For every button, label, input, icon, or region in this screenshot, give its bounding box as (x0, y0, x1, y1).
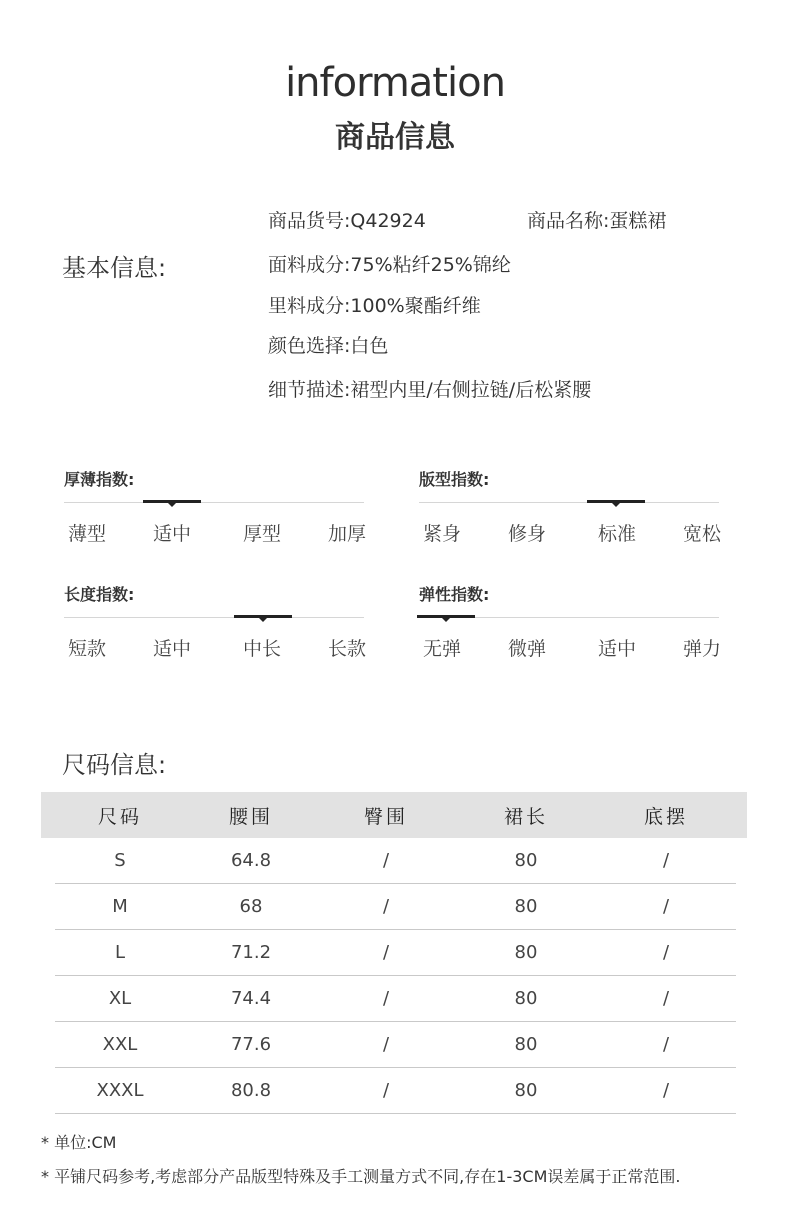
fabric-composition: 面料成分:75%粘纤25%锦纶 (268, 254, 511, 276)
table-row (55, 884, 736, 930)
table-row (55, 976, 736, 1022)
table-cell: L (114, 942, 126, 963)
table-cell: 80 (514, 942, 538, 963)
title-english: information (285, 60, 505, 106)
lining-composition: 里料成分:100%聚酯纤维 (268, 295, 481, 317)
size-table-header (41, 792, 747, 838)
index-option: 中长 (243, 638, 282, 660)
table-cell: XL (108, 988, 132, 1009)
index-selected-marker (143, 500, 201, 503)
header-cell: 裙长 (503, 805, 548, 828)
index-scale-line (64, 617, 364, 618)
index-title: 版型指数: (419, 470, 490, 489)
basic-info-label: 基本信息: (62, 254, 167, 282)
index-option: 弹力 (683, 638, 722, 660)
table-row (55, 838, 736, 884)
elasticity-index (419, 582, 722, 662)
table-row (55, 930, 736, 976)
detail-description: 细节描述:裙型内里/右侧拉链/后松紧腰 (268, 379, 592, 401)
table-row (55, 1068, 736, 1114)
table-cell: / (662, 1080, 670, 1101)
index-option: 无弹 (423, 638, 462, 660)
table-cell: 80 (514, 896, 538, 917)
index-selected-marker (587, 500, 645, 503)
index-option: 短款 (68, 638, 107, 660)
table-cell: 74.4 (230, 988, 272, 1009)
table-cell: / (382, 1034, 390, 1055)
index-option: 紧身 (423, 523, 462, 545)
index-option: 宽松 (683, 523, 722, 545)
table-cell: 64.8 (230, 850, 272, 871)
table-cell: / (662, 988, 670, 1009)
unit-note: * 单位:CM (41, 1133, 117, 1152)
index-option: 加厚 (328, 523, 367, 545)
index-option: 适中 (598, 638, 637, 660)
index-option: 修身 (508, 523, 547, 545)
table-cell: 80 (514, 850, 538, 871)
measurement-disclaimer: * 平铺尺码参考,考虑部分产品版型特殊及手工测量方式不同,存在1-3CM误差属于正常范围. (41, 1167, 681, 1186)
index-scale-line (419, 502, 719, 503)
length-index (64, 582, 367, 662)
table-cell: / (662, 896, 670, 917)
size-table (41, 792, 747, 1114)
table-cell: / (662, 942, 670, 963)
index-option: 适中 (153, 523, 192, 545)
index-scale-line (64, 502, 364, 503)
index-title: 弹性指数: (419, 585, 490, 604)
index-option: 厚型 (243, 523, 282, 545)
index-option: 适中 (153, 638, 192, 660)
product-name: 商品名称:蛋糕裙 (527, 210, 667, 232)
table-cell: / (382, 942, 390, 963)
table-cell: 71.2 (230, 942, 272, 963)
table-cell: 80 (514, 1080, 538, 1101)
index-title: 长度指数: (64, 585, 135, 604)
table-cell: XXXL (96, 1080, 144, 1101)
table-cell: 68 (239, 896, 263, 917)
fit-index (419, 467, 722, 547)
table-cell: M (112, 896, 128, 917)
table-cell: / (382, 1080, 390, 1101)
table-cell: 80 (514, 1034, 538, 1055)
header-cell: 臀围 (363, 805, 408, 828)
index-selected-marker (417, 615, 475, 618)
thickness-index (64, 467, 367, 547)
header-cell: 尺码 (97, 805, 142, 828)
index-option: 薄型 (68, 523, 107, 545)
title-chinese: 商品信息 (335, 120, 455, 155)
table-row (55, 1022, 736, 1068)
index-option: 标准 (598, 523, 637, 545)
table-cell: XXL (102, 1034, 138, 1055)
header-cell: 底摆 (643, 805, 688, 828)
item-number: 商品货号:Q42924 (268, 210, 426, 232)
index-option: 微弹 (508, 638, 547, 660)
index-selected-marker (234, 615, 292, 618)
table-cell: / (382, 850, 390, 871)
size-info-label: 尺码信息: (62, 751, 167, 779)
table-cell: 80.8 (230, 1080, 272, 1101)
table-cell: / (382, 896, 390, 917)
table-cell: 80 (514, 988, 538, 1009)
index-title: 厚薄指数: (64, 470, 135, 489)
table-cell: / (662, 850, 670, 871)
table-cell: S (114, 850, 126, 871)
color-options: 颜色选择:白色 (268, 335, 389, 357)
table-cell: 77.6 (230, 1034, 272, 1055)
table-cell: / (662, 1034, 670, 1055)
table-cell: / (382, 988, 390, 1009)
header-cell: 腰围 (228, 805, 273, 828)
index-option: 长款 (328, 638, 367, 660)
